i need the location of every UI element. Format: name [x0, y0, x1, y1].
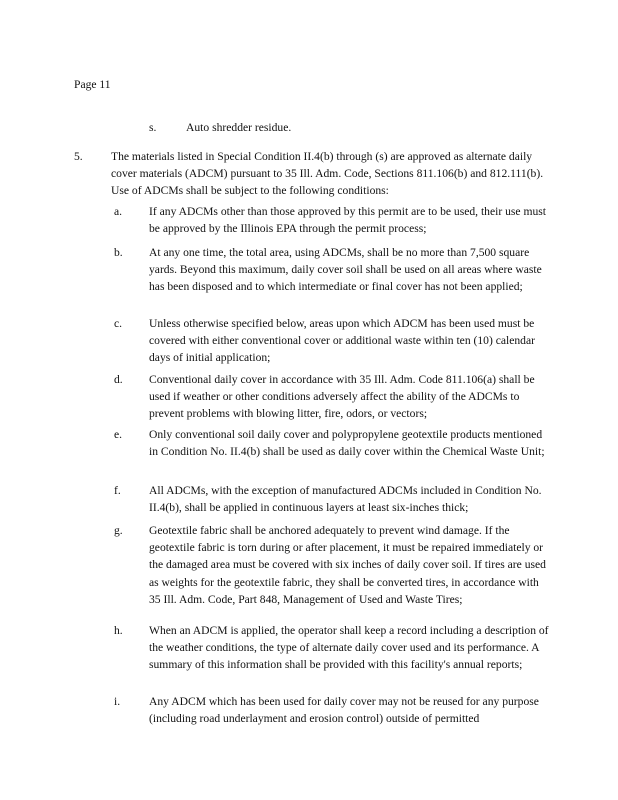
subitem-marker: d. [114, 373, 123, 386]
subitem-marker: h. [114, 624, 123, 637]
item-marker: s. [149, 121, 157, 134]
subitem-text: Any ADCM which has been used for daily cover may not be reused for any purpose (including road underlayment and erosion control) outside of permitted [149, 695, 539, 726]
subitem-text: If any ADCMs other than those approved by this permit are to be used, their use must be approved by the Illinois EPA through the permit process; [149, 205, 547, 236]
condition-number: 5. [74, 150, 83, 163]
subitem-marker: b. [114, 246, 123, 259]
subitem-text: Geotextile fabric shall be anchored adequately to prevent wind damage. If the geotextile fabric is torn during or after placement, it must be repaired immediately or the damaged area must be covered with six inches of daily cover soil. If tires are used as weights for the geotextile fabric, they shall be converted tires, in accordance with 35 Ill. Adm. Code, Part 848, Management of Used and Waste Tires; [149, 524, 546, 606]
condition-text: The materials listed in Special Condition II.4(b) through (s) are approved as alternate daily cover materials (ADCM) pursuant to 35 Ill. Adm. Code, Sections 811.106(b) and 812.111(b). Use of ADCMs shall be subject to the following conditions: [111, 150, 544, 198]
page-number: Page 11 [74, 78, 111, 91]
subitem-marker: g. [114, 524, 123, 537]
subitem-marker: i. [114, 695, 121, 708]
subitem-text: At any one time, the total area, using ADCMs, shall be no more than 7,500 square yards. Beyond this maximum, daily cover soil shall be used on all areas where waste has been disposed and to which intermediate or final cover has not been applied; [149, 246, 542, 294]
subitem-text: Conventional daily cover in accordance with 35 Ill. Adm. Code 811.106(a) shall be used if weather or other conditions adversely affect the ability of the ADCMs to prevent problems with blowing litter, fire, odors, or vectors; [149, 373, 535, 421]
subitem-marker: f. [114, 484, 121, 497]
subitem-marker: e. [114, 428, 123, 441]
subitem-marker: c. [114, 317, 123, 330]
subitem-marker: a. [114, 205, 123, 218]
item-text: Auto shredder residue. [186, 121, 292, 134]
subitem-text: Unless otherwise specified below, areas upon which ADCM has been used must be covered with either conventional cover or additional waste within ten (10) calendar days of initial application; [149, 317, 535, 365]
subitem-text: All ADCMs, with the exception of manufactured ADCMs included in Condition No. II.4(b), shall be applied in continuous layers at least six-inches thick; [149, 484, 542, 515]
subitem-text: Only conventional soil daily cover and polypropylene geotextile products mentioned in Condition No. II.4(b) shall be used as daily cover within the Chemical Waste Unit; [149, 428, 545, 459]
subitem-text: When an ADCM is applied, the operator shall keep a record including a description of the weather conditions, the type of alternate daily cover used and its performance. A summary of this information shall be provided with this facility's annual reports; [149, 624, 549, 672]
